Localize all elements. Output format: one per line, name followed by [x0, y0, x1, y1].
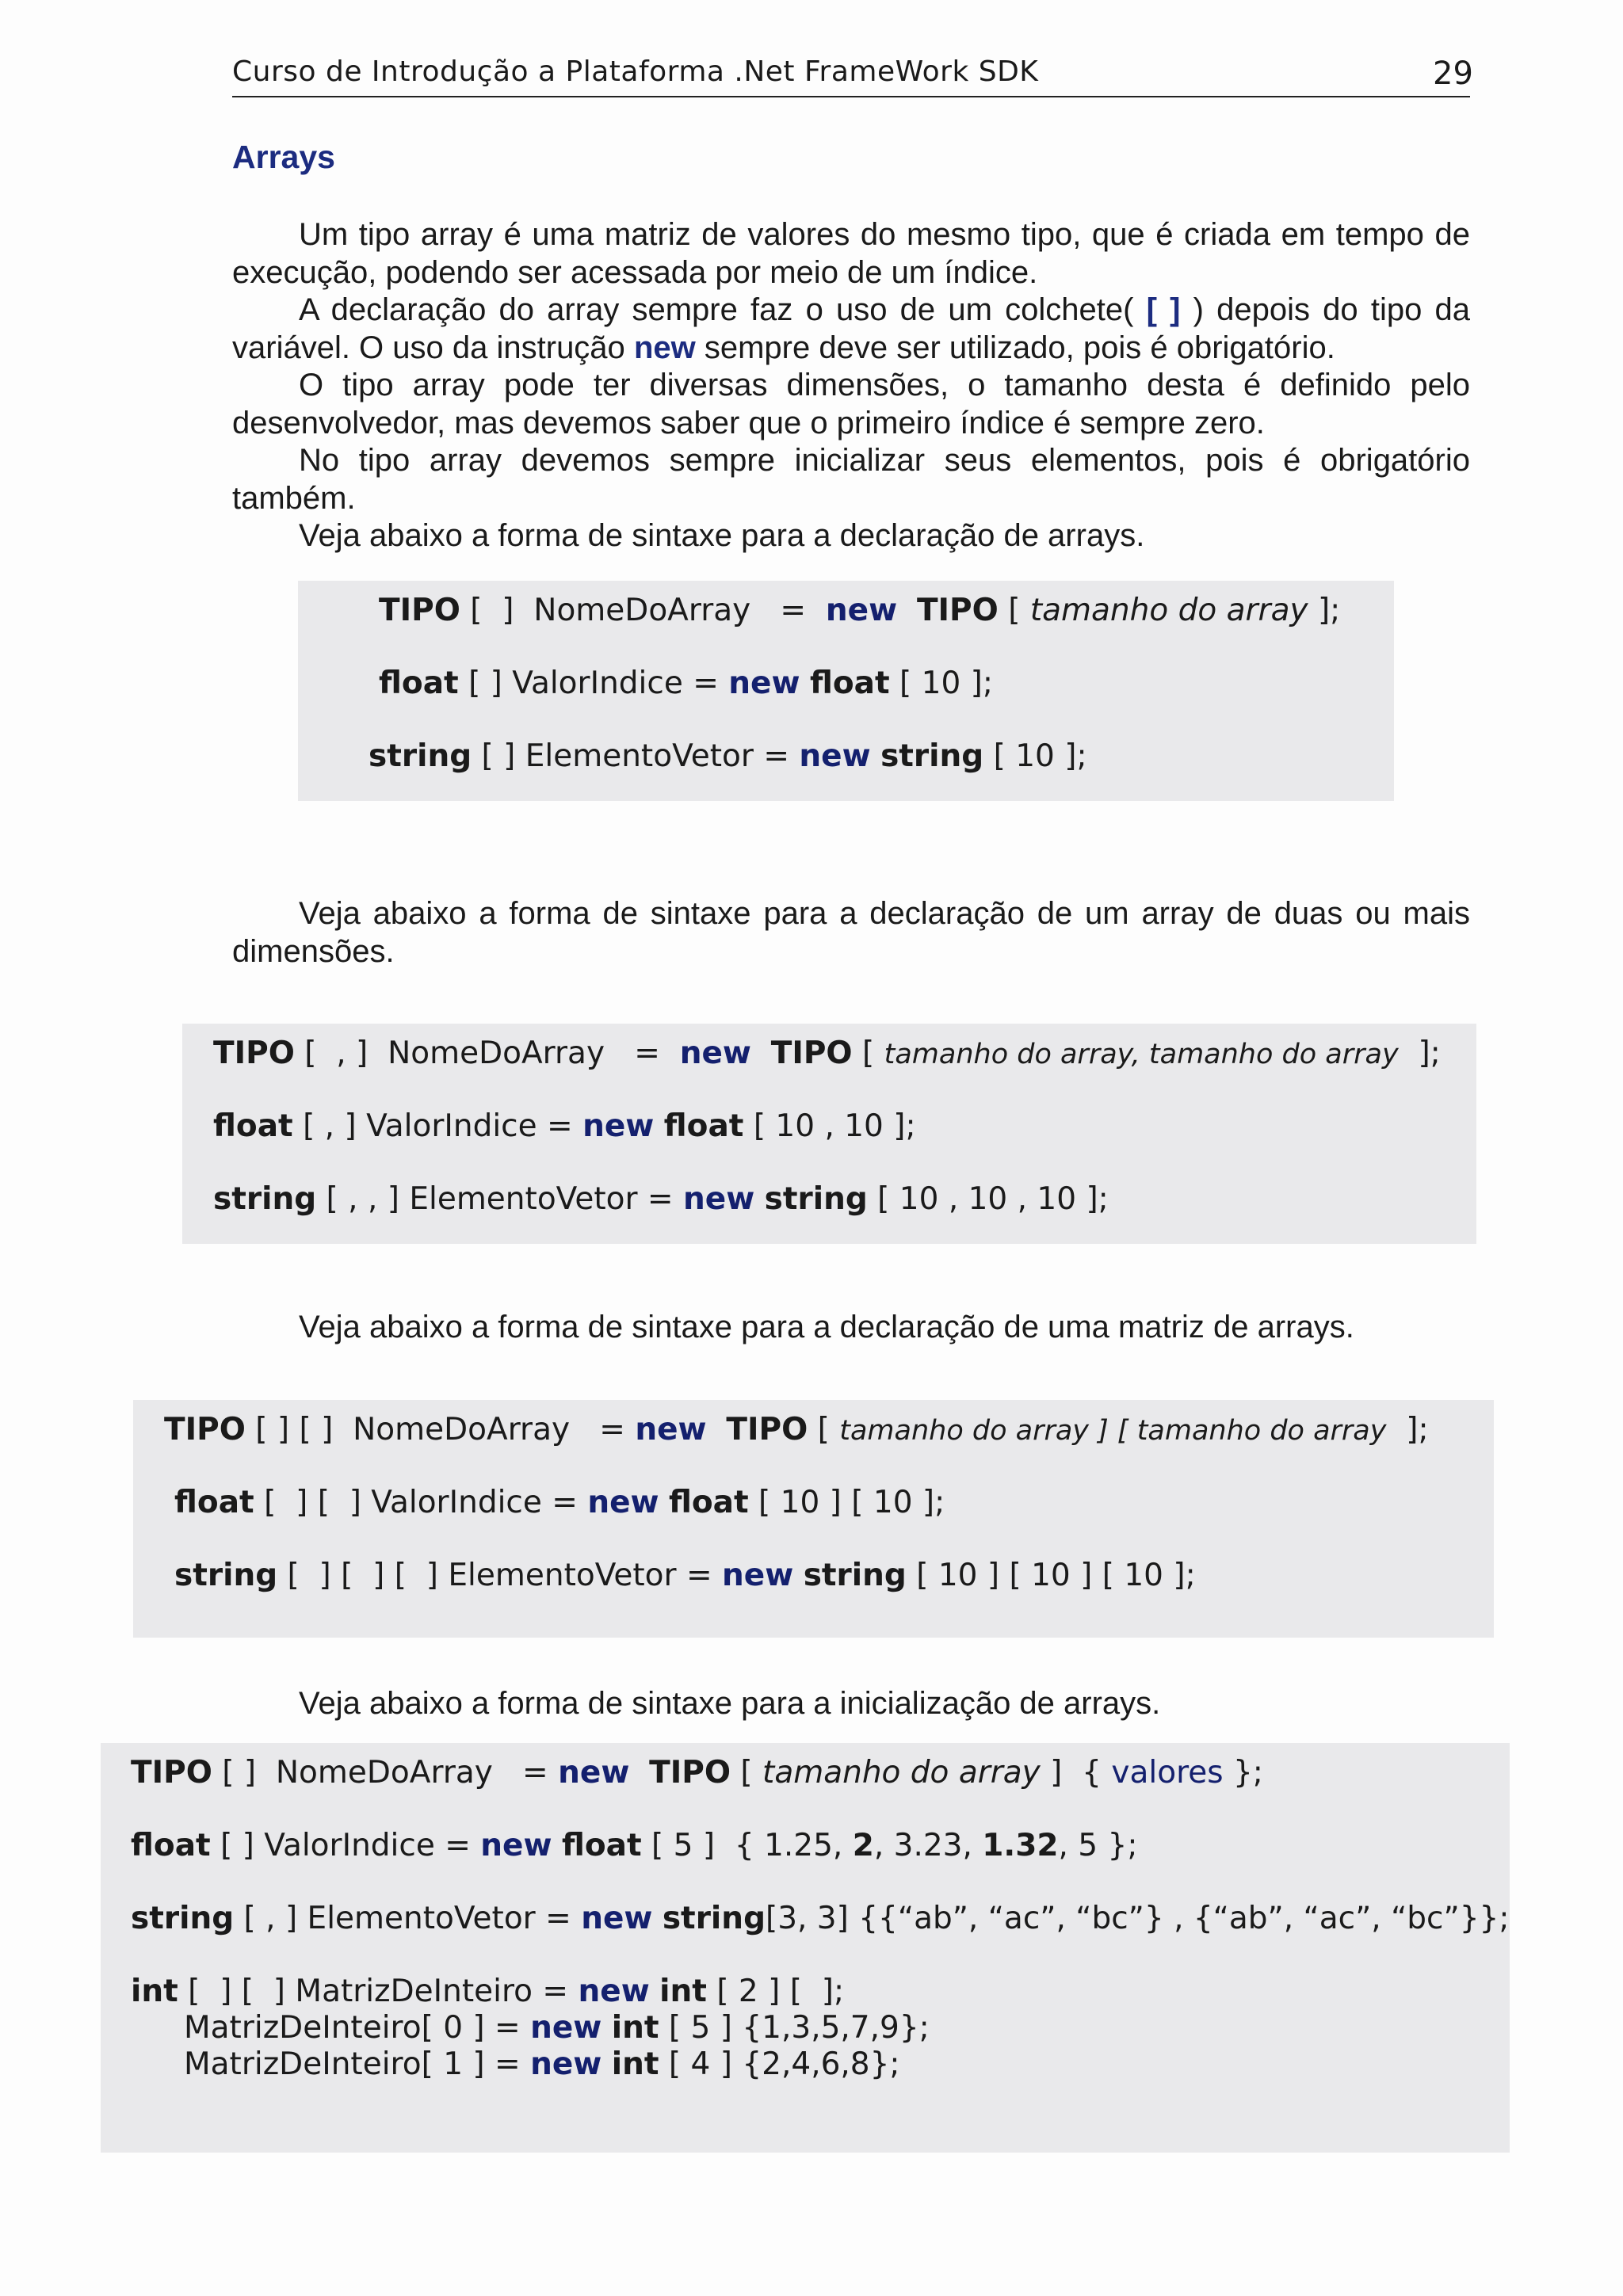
- code-line: MatrizDeInteiro[ 1 ] = new int [ 4 ] {2,4,6,8};: [184, 2046, 900, 2082]
- code-line: float [ ] [ ] ValorIndice = new float [ 10 ] [ 10 ];: [174, 1485, 945, 1520]
- p2-text-a: A declaração do array sempre faz o uso de um colchete(: [299, 292, 1134, 327]
- code-line: float [ , ] ValorIndice = new float [ 10 , 10 ];: [213, 1108, 916, 1144]
- page-number: 29: [1433, 55, 1473, 92]
- new-highlight: new: [633, 330, 696, 365]
- paragraph-6: Veja abaixo a forma de sintaxe para a declaração de um array de duas ou mais dimensões.: [232, 896, 1470, 969]
- brackets-highlight: [ ]: [1146, 292, 1181, 327]
- code-line: TIPO [ ] [ ] NomeDoArray = new TIPO [ tamanho do array ] [ tamanho do array ];: [164, 1412, 1429, 1447]
- paragraph-5: Veja abaixo a forma de sintaxe para a declaração de arrays.: [299, 518, 1145, 553]
- code-line: TIPO [ , ] NomeDoArray = new TIPO [ tamanho do array, tamanho do array ];: [213, 1035, 1441, 1071]
- paragraph-1: Um tipo array é uma matriz de valores do mesmo tipo, que é criada em tempo de execução, podendo ser acessada por meio de um índice.: [232, 217, 1470, 290]
- header-rule: [232, 96, 1470, 97]
- paragraph-2: [232, 291, 1470, 367]
- code-box-4: [101, 1743, 1510, 2153]
- p2-text-e: sempre deve ser utilizado, pois é obrigatório.: [704, 330, 1335, 365]
- code-line: string [ ] ElementoVetor = new string [ 10 ];: [369, 738, 1087, 774]
- code-line: float [ ] ValorIndice = new float [ 10 ];: [379, 666, 994, 701]
- section-title: Arrays: [232, 139, 335, 175]
- p2-text-c: ) depois do tipo da variável. O uso da instrução: [232, 292, 1470, 365]
- code-line: MatrizDeInteiro[ 0 ] = new int [ 5 ] {1,3,5,7,9};: [184, 2010, 930, 2046]
- page-header-title: Curso de Introdução a Plataforma .Net FrameWork SDK: [232, 55, 1039, 88]
- paragraph-4: No tipo array devemos sempre inicializar seus elementos, pois é obrigatório também.: [232, 443, 1470, 516]
- paragraph-8: Veja abaixo a forma de sintaxe para a inicialização de arrays.: [299, 1686, 1161, 1721]
- code-line: int [ ] [ ] MatrizDeInteiro = new int [ 2 ] [ ];: [131, 1974, 845, 2009]
- code-line: string [ , ] ElementoVetor = new string[3, 3] {{“ab”, “ac”, “bc”} , {“ab”, “ac”, “bc”}};: [131, 1901, 1510, 1936]
- code-line: string [ , , ] ElementoVetor = new string [ 10 , 10 , 10 ];: [213, 1181, 1109, 1217]
- code-line: float [ ] ValorIndice = new float [ 5 ] { 1.25, 2, 3.23, 1.32, 5 };: [131, 1828, 1138, 1863]
- code-line: string [ ] [ ] [ ] ElementoVetor = new string [ 10 ] [ 10 ] [ 10 ];: [174, 1558, 1196, 1593]
- paragraph-3: O tipo array pode ter diversas dimensões, o tamanho desta é definido pelo desenvolvedor, mas devemos saber que o primeiro índice é sempre zero.: [232, 368, 1470, 441]
- paragraph-7: Veja abaixo a forma de sintaxe para a declaração de uma matriz de arrays.: [299, 1310, 1354, 1344]
- code-line: TIPO [ ] NomeDoArray = new TIPO [ tamanho do array ];: [379, 593, 1341, 628]
- code-line: TIPO [ ] NomeDoArray = new TIPO [ tamanho do array ] { valores };: [131, 1755, 1263, 1791]
